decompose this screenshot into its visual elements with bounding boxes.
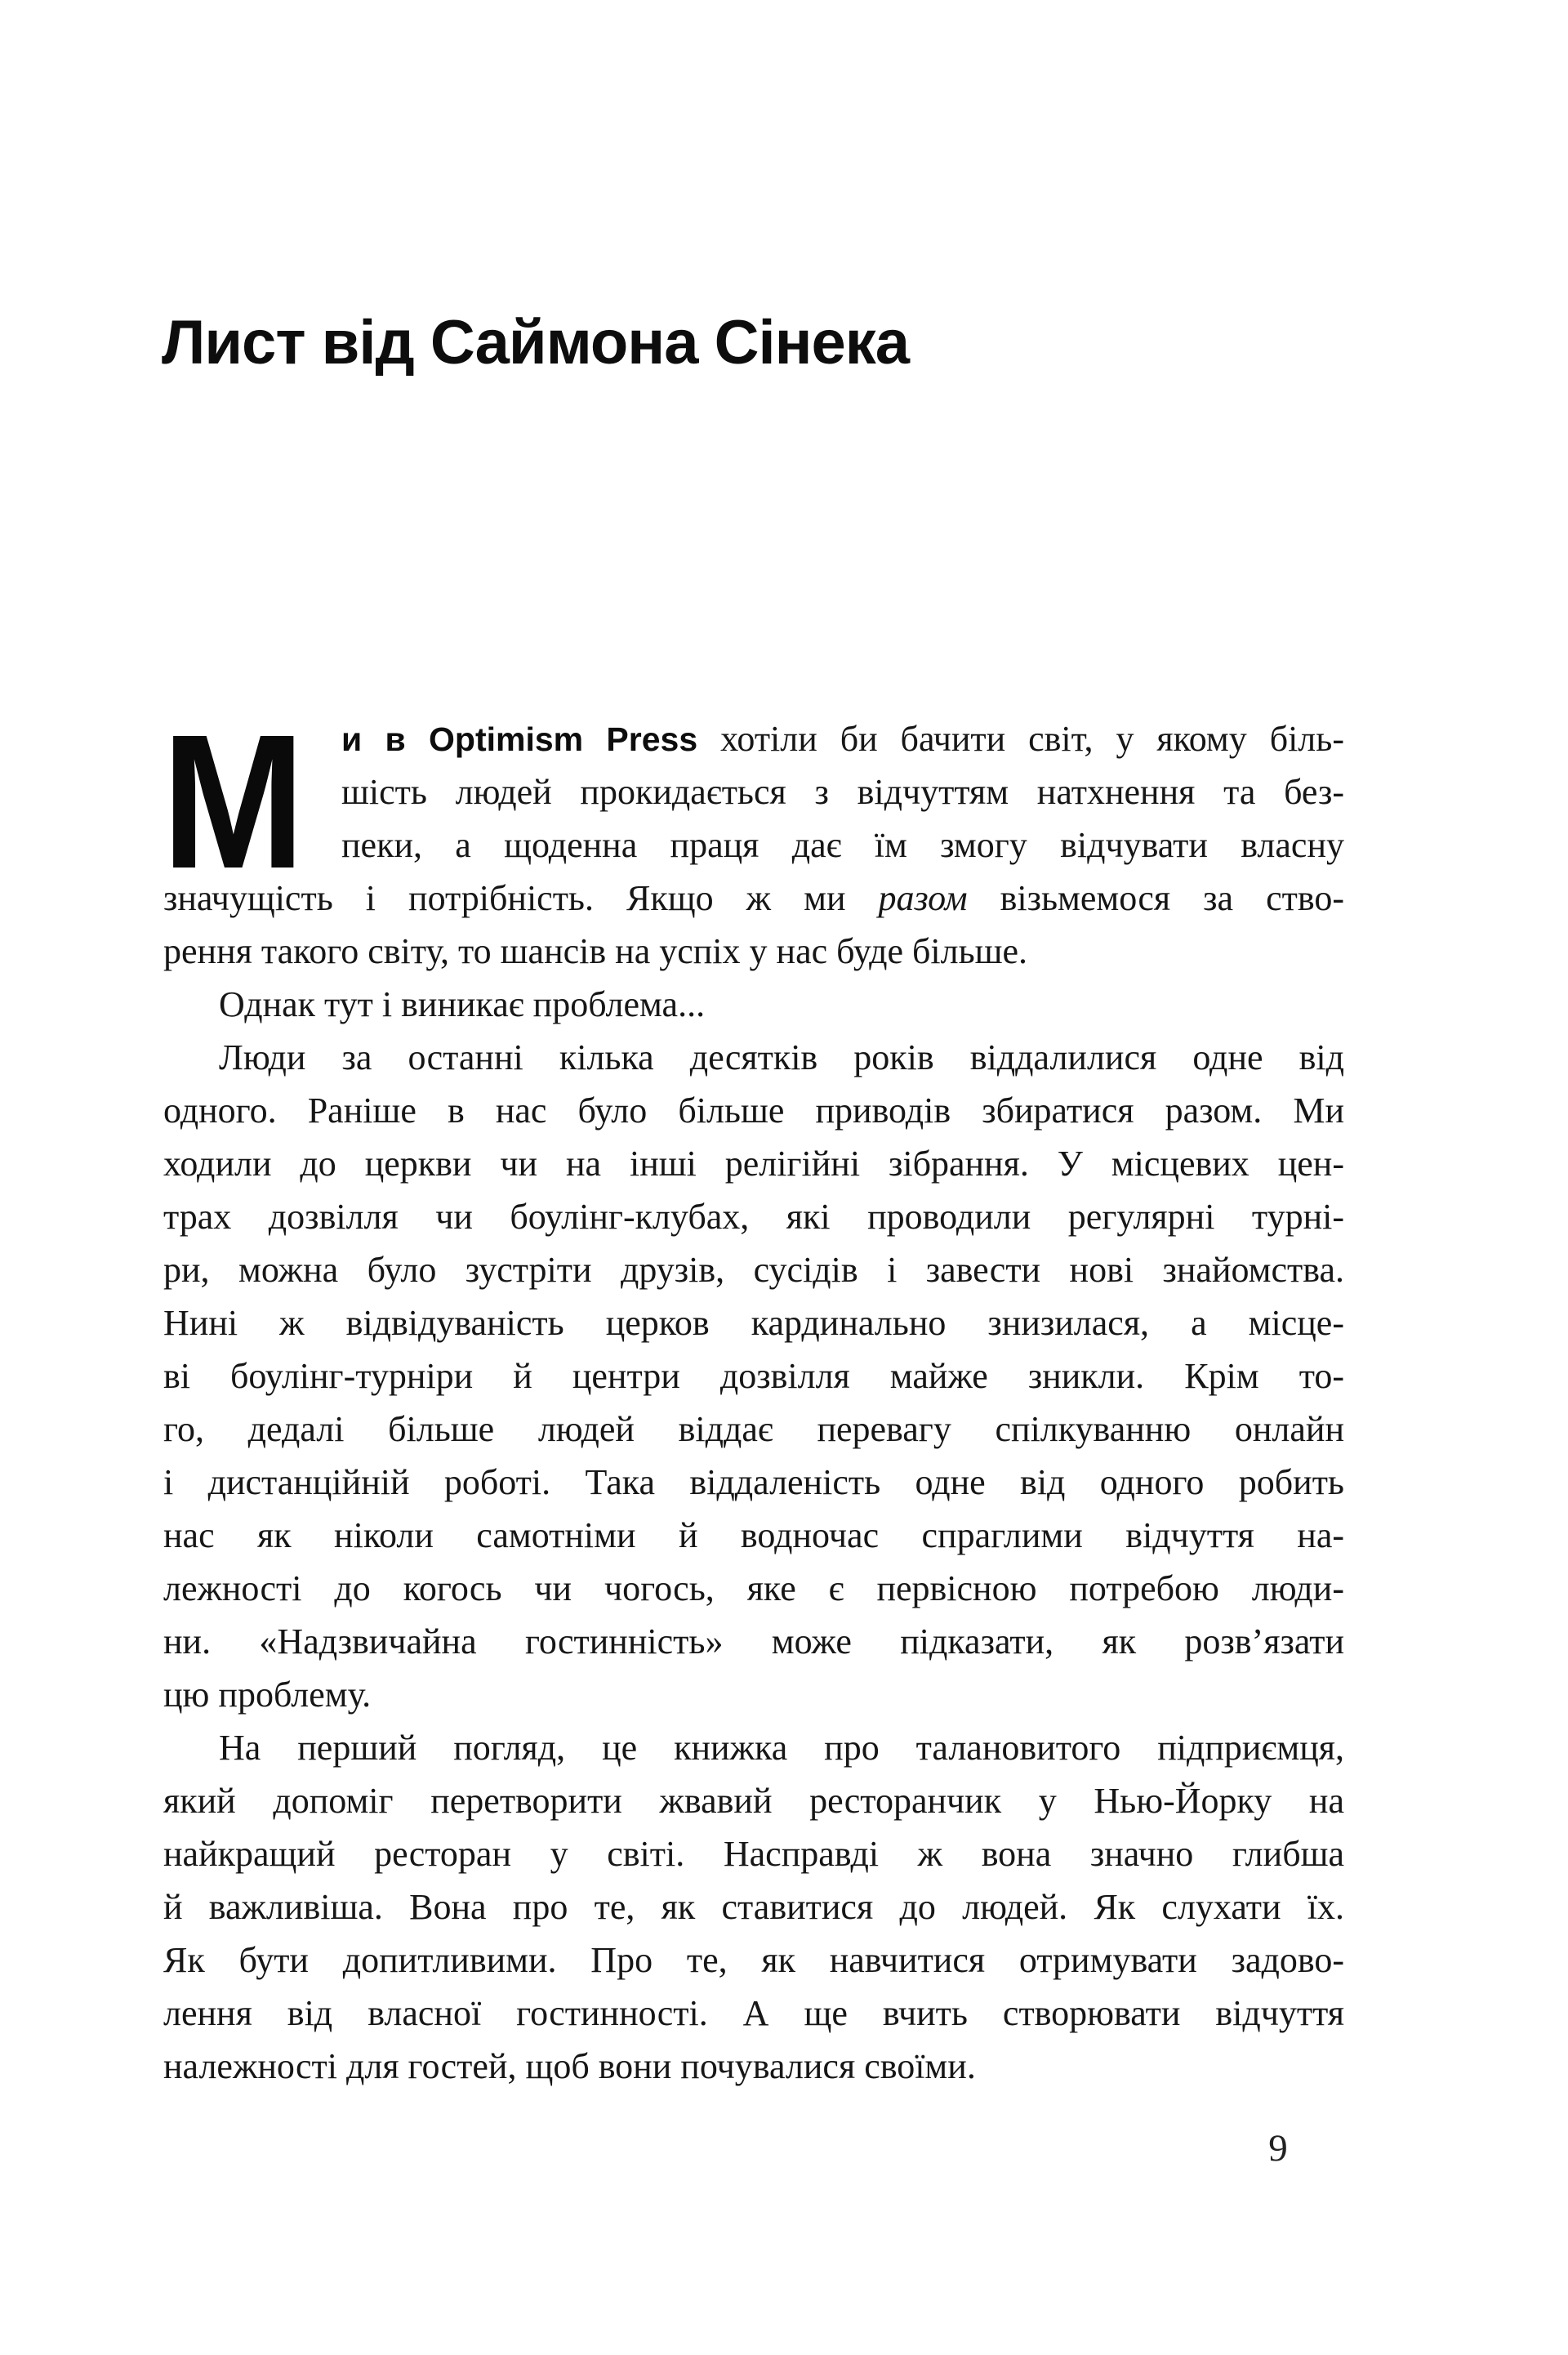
page-number: 9 xyxy=(1268,2127,1288,2170)
page-title: Лист від Саймона Сінека xyxy=(162,308,910,377)
drop-cap-letter: М xyxy=(162,694,305,908)
body-text-block xyxy=(162,694,1344,2093)
text-line: пеки, а щоденна праця дає їм змогу відчувати власну xyxy=(341,825,1344,865)
text-line: ві боулінг-турніри й центри дозвілля майже зникли. Крім то- xyxy=(163,1356,1344,1396)
text-line: Люди за останні кілька десятків років віддалилися одне від xyxy=(219,1037,1344,1077)
text-line: ри, можна було зустріти друзів, сусідів і завести нові знайомства. xyxy=(163,1250,1344,1290)
text-line: й важливіша. Вона про те, як ставитися до людей. Як слухати їх. xyxy=(163,1887,1344,1927)
text-line: лежності до когось чи чогось, яке є первісною потребою люди- xyxy=(163,1568,1344,1608)
text-line: ходили до церкви чи на інші релігійні зібрання. У місцевих цен- xyxy=(163,1144,1344,1184)
text-line xyxy=(163,712,1344,765)
text-line xyxy=(163,872,1344,925)
lead-bold-text: и в Optimism Press xyxy=(341,720,698,758)
text-segment: хотіли би бачити світ, у якому біль- xyxy=(697,719,1344,759)
text-line: трах дозвілля чи боулінг-клубах, які проводили регулярні турні- xyxy=(163,1197,1344,1237)
text-line: цю проблему. xyxy=(163,1675,372,1715)
text-line: одного. Раніше в нас було більше приводів збиратися разом. Ми xyxy=(163,1091,1344,1131)
text-line: найкращий ресторан у світі. Насправді ж вона значно глибша xyxy=(163,1834,1344,1874)
text-line: го, дедалі більше людей віддає перевагу спілкуванню онлайн xyxy=(163,1409,1344,1449)
text-line: Однак тут і виникає проблема... xyxy=(219,984,706,1024)
italic-word: разом xyxy=(878,878,968,918)
text-line: Як бути допитливими. Про те, як навчитися отримувати задово- xyxy=(163,1940,1344,1980)
text-line: шість людей прокидається з відчуттям натхнення та без- xyxy=(341,772,1344,812)
text-line: і дистанційній роботі. Така віддаленість одне від одного робить xyxy=(163,1462,1344,1502)
text-line: який допоміг перетворити жвавий ресторанчик у Нью-Йорку на xyxy=(163,1781,1344,1821)
text-segment: значущість і потрібність. Якщо ж ми xyxy=(163,878,879,918)
text-line: нас як ніколи самотніми й водночас спраглими відчуття на- xyxy=(163,1515,1344,1555)
text-line: лення від власної гостинності. А ще вчить створювати відчуття xyxy=(163,1993,1344,2033)
text-segment: візьмемося за ство- xyxy=(967,878,1344,918)
text-line: належності для гостей, щоб вони почувалися своїми. xyxy=(163,2046,976,2086)
text-line: рення такого світу, то шансів на успіх у нас буде більше. xyxy=(163,931,1028,971)
text-line: ни. «Надзвичайна гостинність» може підказати, як розв’язати xyxy=(163,1621,1344,1661)
text-line: На перший погляд, це книжка про талановитого підприємця, xyxy=(219,1728,1344,1768)
text-line: Нині ж відвідуваність церков кардинально знизилася, а місце- xyxy=(163,1303,1344,1343)
